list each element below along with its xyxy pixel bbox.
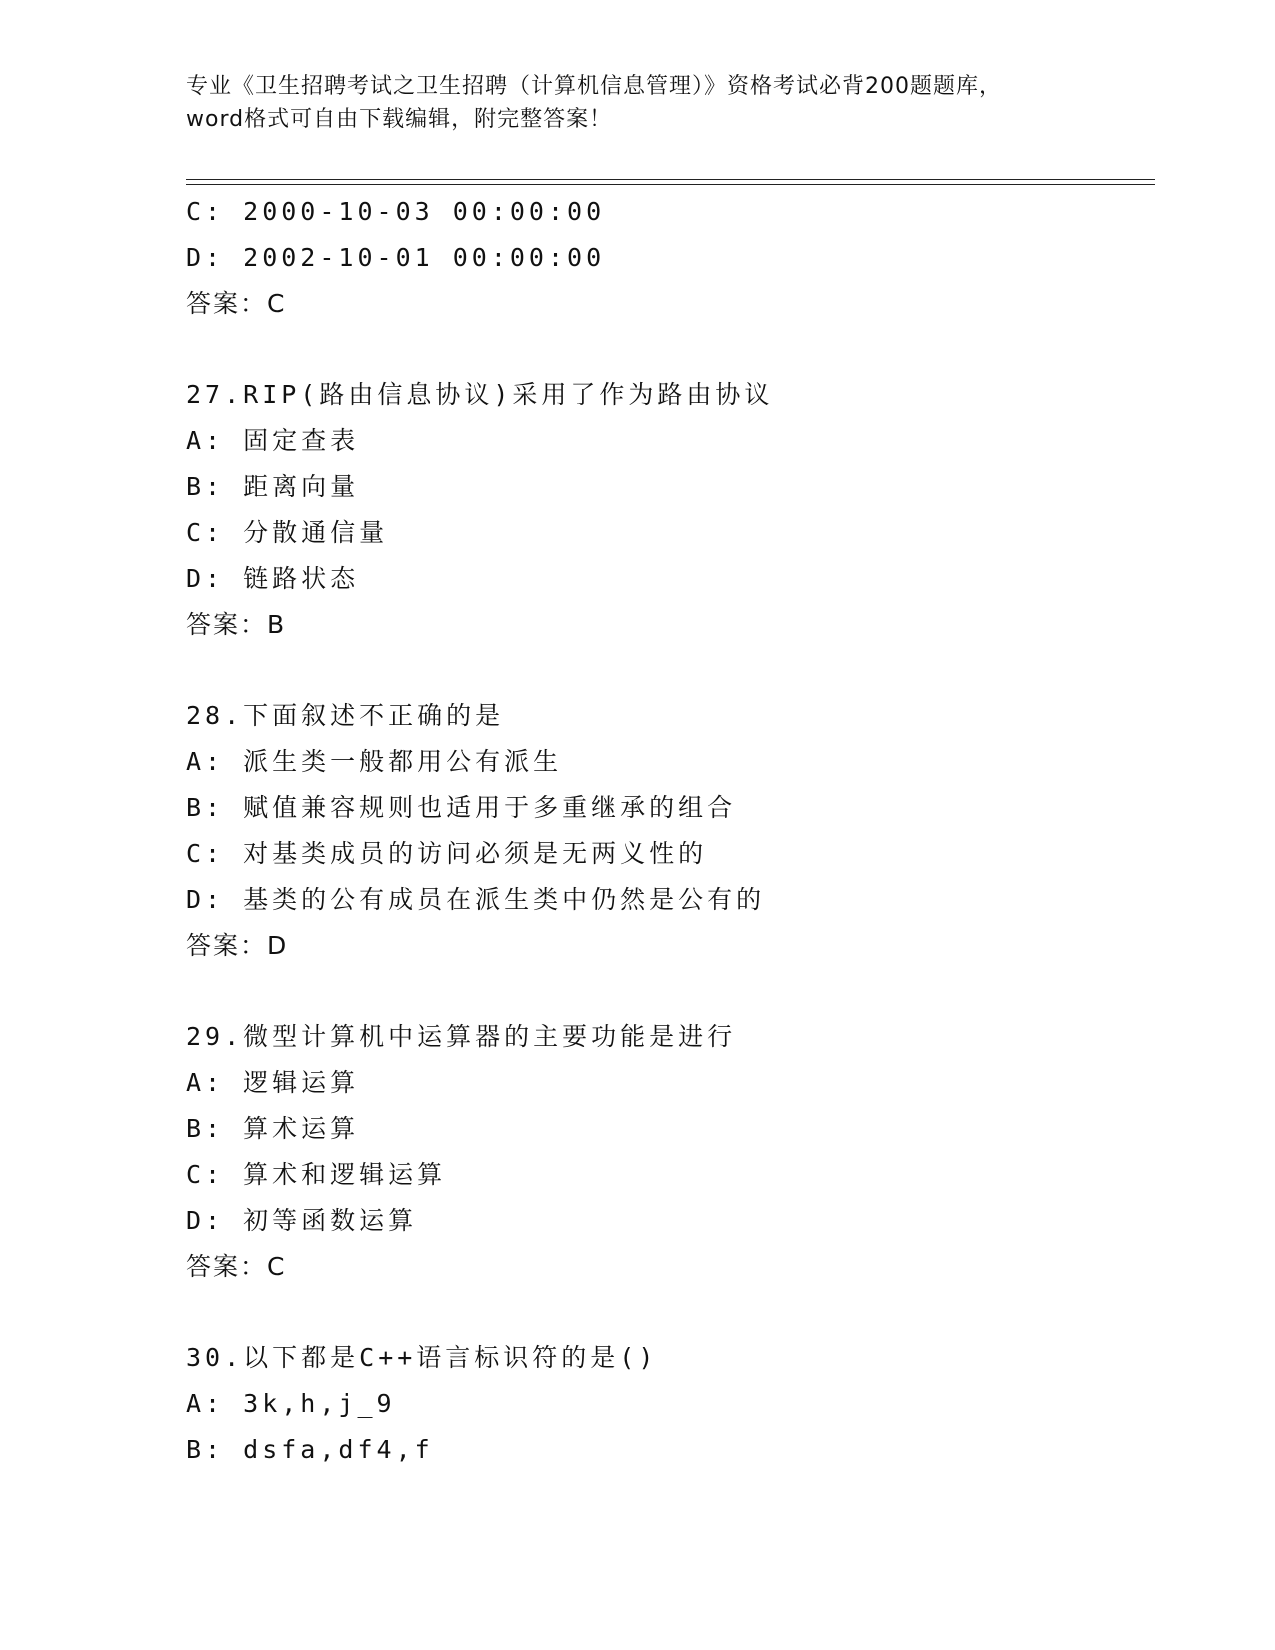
option-b: B: dsfa,df4,f <box>186 1435 434 1464</box>
question-text: 28.下面叙述不正确的是 <box>186 701 505 730</box>
option-a: A: 固定查表 <box>186 426 360 455</box>
option-c: C: 2000-10-03 00:00:00 <box>186 197 606 226</box>
option-a: A: 逻辑运算 <box>186 1068 360 1097</box>
document-header <box>186 70 1086 136</box>
header-title-line-1: 专业《卫生招聘考试之卫生招聘（计算机信息管理）》资格考试必背200题题库， <box>186 74 1002 99</box>
question-list <box>186 189 1155 1473</box>
answer: 答案：C <box>186 1252 287 1281</box>
option-a: A: 派生类一般都用公有派生 <box>186 747 563 776</box>
option-b: B: 算术运算 <box>186 1114 360 1143</box>
question-28 <box>186 693 1155 969</box>
answer: 答案：B <box>186 610 287 639</box>
header-divider-top <box>186 179 1155 180</box>
question-30 <box>186 1335 1155 1473</box>
option-d: D: 2002-10-01 00:00:00 <box>186 243 606 272</box>
question-text: 27.RIP(路由信息协议)采用了作为路由协议 <box>186 380 774 409</box>
header-title-line-2: word格式可自由下载编辑，附完整答案！ <box>186 107 613 132</box>
header-divider-bottom <box>186 184 1155 185</box>
option-d: D: 初等函数运算 <box>186 1206 418 1235</box>
option-c: C: 对基类成员的访问必须是无两义性的 <box>186 839 708 868</box>
question-26-tail <box>186 189 1155 327</box>
question-29 <box>186 1014 1155 1290</box>
option-c: C: 算术和逻辑运算 <box>186 1160 447 1189</box>
question-text: 30.以下都是C++语言标识符的是() <box>186 1343 658 1372</box>
option-a: A: 3k,h,j_9 <box>186 1389 396 1418</box>
question-text: 29.微型计算机中运算器的主要功能是进行 <box>186 1022 737 1051</box>
answer: 答案：D <box>186 931 289 960</box>
option-b: B: 赋值兼容规则也适用于多重继承的组合 <box>186 793 737 822</box>
option-b: B: 距离向量 <box>186 472 360 501</box>
option-c: C: 分散通信量 <box>186 518 389 547</box>
question-27 <box>186 372 1155 648</box>
answer: 答案：C <box>186 289 287 318</box>
option-d: D: 链路状态 <box>186 564 360 593</box>
option-d: D: 基类的公有成员在派生类中仍然是公有的 <box>186 885 766 914</box>
